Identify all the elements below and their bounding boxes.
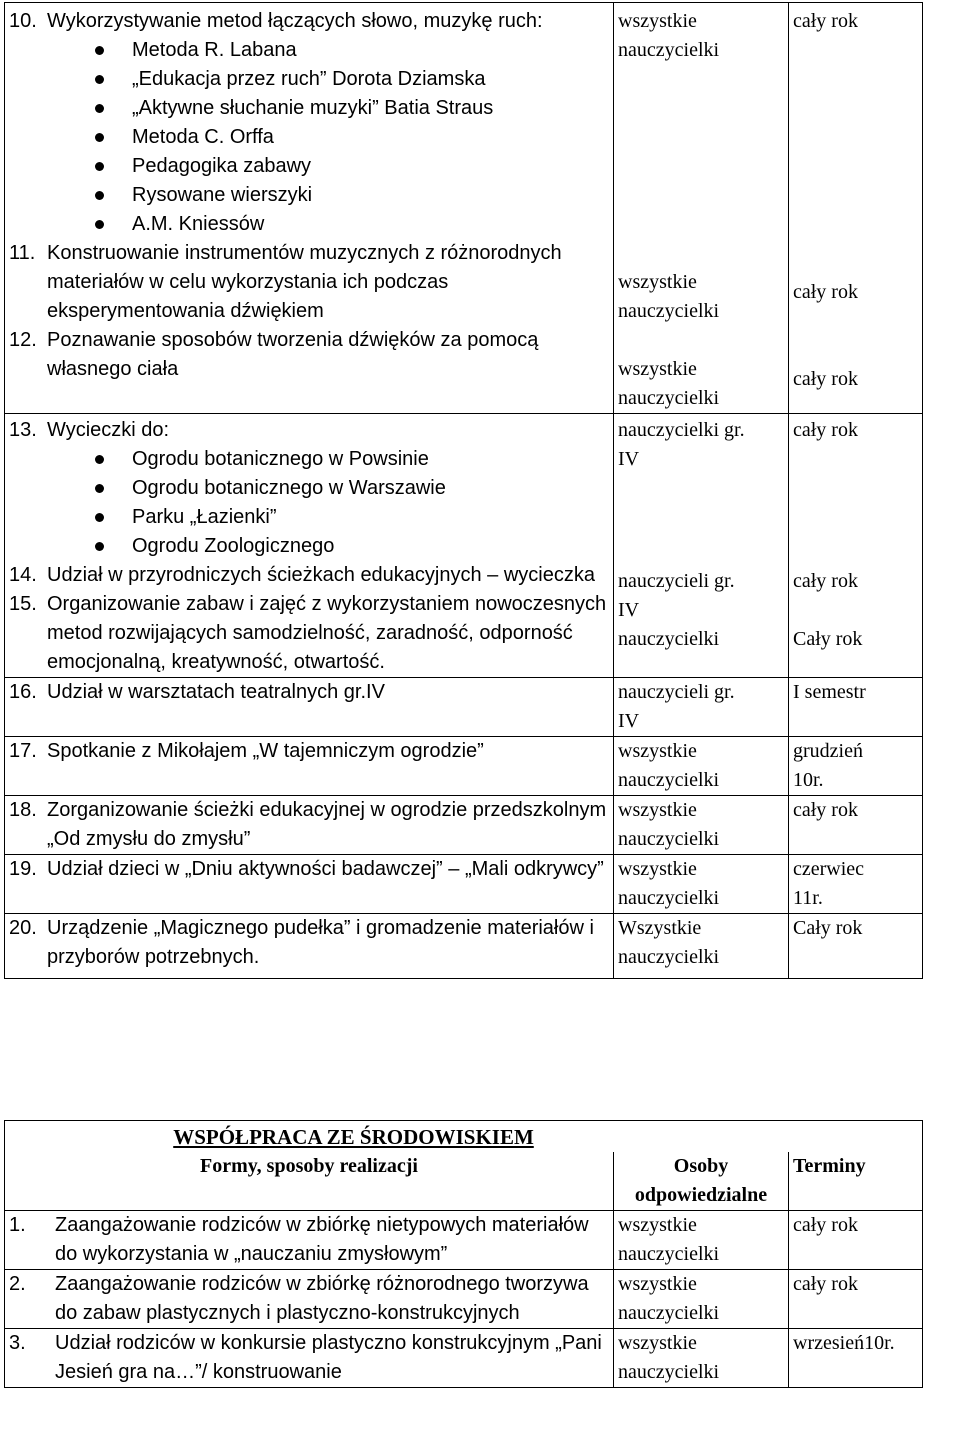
deadline-cell: cały rok [793,368,858,390]
column-header-deadlines: Terminy [789,1152,923,1211]
deadline-cell: Cały rok [793,917,863,939]
bullet-icon [95,513,104,522]
table-row [5,796,923,855]
responsible-cell: wszystkie nauczycielki [618,358,720,409]
table-row [5,414,923,678]
deadline-cell: wrzesień10r. [793,1332,895,1354]
row-text: Udział rodziców w konkursie plastyczno konstrukcyjnym „Pani Jesień gra na…”/ konstruowanie [55,1332,602,1383]
list-item: Metoda R. Labana [9,36,609,65]
row-text: Udział dzieci w „Dniu aktywności badawczej” – „Mali odkrywcy” [47,858,604,880]
responsible-cell: wszystkie nauczycielki [618,1273,720,1324]
deadline-cell: cały rok [793,281,858,303]
responsible-cell: wszystkie nauczycielki [618,858,720,909]
deadline-cell: I semestr [793,681,866,703]
table-row [5,1270,923,1329]
bullet-icon [95,162,104,171]
row-number: 18. [9,799,37,821]
list-item: Ogrodu botanicznego w Powsinie [9,445,609,474]
row-number: 3. [9,1332,26,1354]
row-text: Zorganizowanie ścieżki edukacyjnej w ogrodzie przedszkolnym „Od zmysłu do zmysłu” [47,799,607,850]
responsible-cell: nauczycieli gr. IV [618,570,735,621]
list-item: Parku „Łazienki” [9,503,609,532]
table-header [5,1121,923,1153]
responsible-cell: wszystkie nauczycielki [618,1332,720,1383]
deadline-cell: czerwiec 11r. [793,858,865,909]
bullet-icon [95,104,104,113]
deadline-cell: Cały rok [793,628,863,650]
deadline-cell: cały rok [793,1214,858,1236]
row-number: 15. [9,593,37,615]
responsible-cell: wszystkie nauczycielki [618,1214,720,1265]
bullet-icon [95,46,104,55]
row-text: Urządzenie „Magicznego pudełka” i gromadzenie materiałów i przyborów potrzebnych. [47,917,594,968]
responsible-cell: nauczycielki gr. IV [618,419,745,470]
row-text: Zaangażowanie rodziców w zbiórkę nietypowych materiałów do wykorzystania w „nauczaniu zmysłowym” [55,1214,589,1265]
list-item: „Edukacja przez ruch” Dorota Dziamska [9,65,609,94]
deadline-cell: cały rok [793,419,858,441]
table-row [5,737,923,796]
column-header-forms: Formy, sposoby realizacji [5,1152,614,1211]
row-text: Udział w przyrodniczych ścieżkach edukacyjnych – wycieczka [47,564,595,586]
list-item: Ogrodu botanicznego w Warszawie [9,474,609,503]
table-row [5,678,923,737]
row-text: Udział w warsztatach teatralnych gr.IV [47,681,385,703]
bullet-icon [95,455,104,464]
table-row [5,855,923,914]
table-header [5,1152,923,1211]
cooperation-table [4,1120,923,1388]
responsible-cell: nauczycielki [618,628,720,650]
row-number: 14. [9,564,37,586]
list-item: Ogrodu Zoologicznego [9,532,609,561]
row-number: 1. [9,1214,26,1236]
row-text: Wycieczki do: [47,419,170,441]
row-number: 20. [9,917,37,939]
bullet-list [9,445,609,561]
activities-table [4,2,923,979]
table-row [5,1211,923,1270]
list-item: Pedagogika zabawy [9,152,609,181]
row-number: 13. [9,419,37,441]
table-row [5,3,923,414]
row-number: 17. [9,740,37,762]
row-text: Wykorzystywanie metod łączących słowo, muzykę ruch: [47,10,543,32]
deadline-cell: cały rok [793,1273,858,1295]
bullet-icon [95,542,104,551]
row-text: Konstruowanie instrumentów muzycznych z różnorodnych materiałów w celu wykorzystania ich podczas eksperymentowania dźwiękiem [47,242,562,322]
row-number: 10. [9,10,37,32]
deadline-cell: cały rok [793,799,858,821]
table-row [5,914,923,979]
row-number: 11. [9,242,36,264]
deadline-cell: grudzień 10r. [793,740,863,791]
row-number: 2. [9,1273,26,1295]
bullet-icon [95,191,104,200]
row-text: Poznawanie sposobów tworzenia dźwięków za pomocą własnego ciała [47,329,539,380]
bullet-list [9,36,609,239]
bullet-icon [95,133,104,142]
row-text: Spotkanie z Mikołajem „W tajemniczym ogrodzie” [47,740,484,762]
list-item: Metoda C. Orffa [9,123,609,152]
responsible-cell: nauczycieli gr. IV [618,681,735,732]
row-text: Zaangażowanie rodziców w zbiórkę różnorodnego tworzywa do zabaw plastycznych i plastyczno-konstrukcyjnych [55,1273,589,1324]
responsible-cell: wszystkie nauczycielki [618,10,720,61]
deadline-cell: cały rok [793,10,858,32]
responsible-cell: Wszystkie nauczycielki [618,917,720,968]
bullet-icon [95,484,104,493]
deadline-cell: cały rok [793,570,858,592]
table-row [5,1329,923,1388]
row-text: Organizowanie zabaw i zajęć z wykorzystaniem nowoczesnych metod rozwijających samodzielność, zaradność, odporność emocjonalną, kreatywność, otwartość. [47,593,607,673]
bullet-icon [95,220,104,229]
responsible-cell: wszystkie nauczycielki [618,740,720,791]
list-item: A.M. Kniessów [9,210,609,239]
responsible-cell: wszystkie nauczycielki [618,271,720,322]
row-number: 19. [9,858,37,880]
bullet-icon [95,75,104,84]
column-header-responsible: Osoby odpowiedzialne [614,1152,789,1211]
row-number: 16. [9,681,37,703]
row-number: 12. [9,329,37,351]
responsible-cell: wszystkie nauczycielki [618,799,720,850]
list-item: Rysowane wierszyki [9,181,609,210]
section-title: WSPÓŁPRACA ZE ŚRODOWISKIEM [173,1125,534,1149]
list-item: „Aktywne słuchanie muzyki” Batia Straus [9,94,609,123]
